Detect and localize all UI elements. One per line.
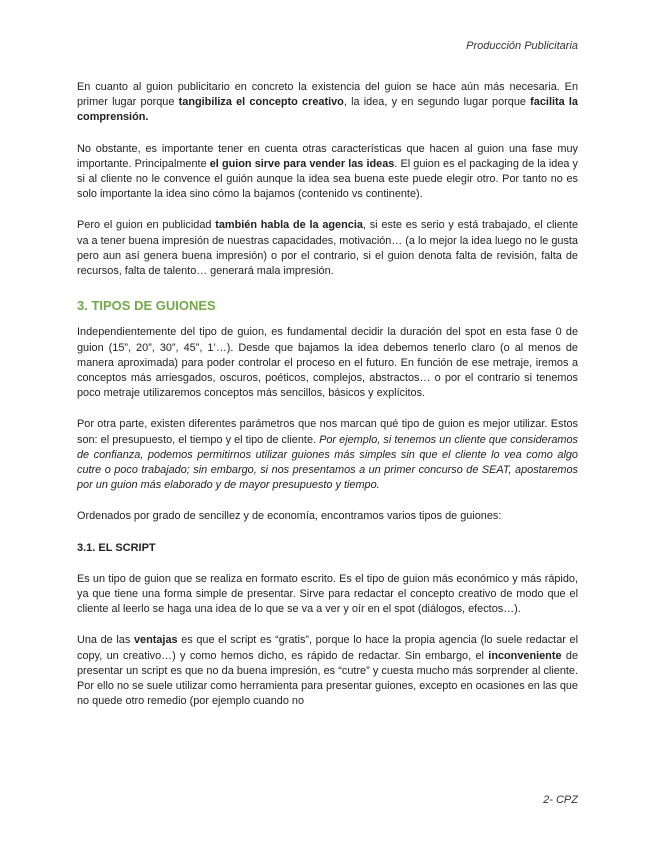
- paragraph-4: Independientemente del tipo de guion, es fundamental decidir la duración del spot en esta fase 0 de guion (15”, 20”, 30”, 45”, 1’…). Desde que bajamos la idea debemos tenerlo claro (o al menos de manera aproximada) para poder controlar el proceso en el futuro. En función de ese metraje, iremos a conceptos más arriesgados, oscuros, poéticos, complejos, abstractos… o por el contrario si tenemos poco metraje utilizaremos conceptos más sencillos, básicos y explícitos.: [77, 326, 578, 400]
- p5-italic: Por ejemplo, si tenemos un cliente que consideramos de confianza, podemos permitirnos utilizar guiones más simples sin que el cliente lo vea como algo cutre o poco trabajado; sin embargo, si nos presentamos a un primer concurso de SEAT, apostaremos por un guion más elaborado y de mayor presupuesto y tiempo.: [77, 433, 578, 492]
- p5-text-a: Por otra parte, existen diferentes parámetros que nos marcan qué tipo de guion es mejor utilizar. Estos son: el presupuesto, el tiempo y el tipo de cliente.: [77, 418, 578, 446]
- p1-text-a: En cuanto al guion publicitario en concreto la existencia del guion se hace aún más necesaria. En primer lugar porque: [77, 81, 578, 109]
- paragraph-2: [77, 142, 578, 203]
- p1-bold-2: facilita la comprensión.: [77, 96, 578, 124]
- p2-text-a: No obstante, es importante tener en cuenta otras características que hacen al guion una fase muy importante. Principalmente: [77, 142, 578, 170]
- paragraph-5: [77, 417, 578, 493]
- page-footer: 2- CPZ: [543, 794, 578, 806]
- p8-text-c: es que el script es “gratis”, porque lo hace la propia agencia (lo suele redactar el copy, un creativo…) y como hemos dicho, es rápido de redactar. Sin embargo, el: [77, 634, 578, 662]
- p8-text-a: Una de las: [77, 634, 134, 647]
- paragraph-1: [77, 80, 578, 126]
- p1-bold-1: tangibiliza el concepto creativo: [178, 96, 344, 109]
- section-heading: 3. TIPOS DE GUIONES: [77, 298, 216, 314]
- p8-bold-2: inconveniente: [488, 649, 562, 662]
- p2-text-c: . El guion es el packaging de la idea y si al cliente no le convence el guión aunque la idea sea buena este puede elegir otro. Por tanto no es solo importante la idea sino cómo la bajamos (contenido vs continente).: [77, 157, 578, 201]
- p1-text-c: , la idea, y en segundo lugar porque: [343, 96, 531, 109]
- p2-bold: el guion sirve para vender las ideas: [209, 157, 395, 170]
- p3-bold: también habla de la agencia: [215, 219, 363, 232]
- p8-bold-1: ventajas: [133, 634, 178, 647]
- paragraph-8: [77, 633, 578, 709]
- paragraph-6: Ordenados por grado de sencillez y de economía, encontramos varios tipos de guiones:: [77, 510, 502, 523]
- paragraph-7: Es un tipo de guion que se realiza en formato escrito. Es el tipo de guion más económico y más rápido, ya que tiene una forma simple de presentar. Sirve para redactar el concepto creativo de modo que el cliente al leerlo se haga una idea de lo que se va a ver y oír en el spot (diálogos, efectos…).: [77, 572, 578, 616]
- page-content: [77, 80, 578, 726]
- p3-text-c: , si este es serio y está trabajado, el cliente va a tener buena impresión de nuestras capacidades, motivación… (a lo mejor la idea luego no le gusta pero aun así genera buena impresión) o por el contrario, si el guion denota falta de revisión, falta de recursos, falta de talento… generará mala impresión.: [77, 219, 578, 278]
- subsection-heading: 3.1. EL SCRIPT: [77, 541, 156, 554]
- paragraph-3: [77, 218, 578, 279]
- page-header: Producción Publicitaria: [466, 40, 578, 52]
- p8-text-d: de presentar un script es que no da buena impresión, es “cutre” y cuesta mucho más sorprender al cliente. Por ello no se suele utilizar como herramienta para presentar guiones, excepto en ocasiones en las que no quede otro remedio (por ejemplo cuando no: [77, 649, 579, 708]
- p3-text-a: Pero el guion en publicidad: [77, 219, 216, 232]
